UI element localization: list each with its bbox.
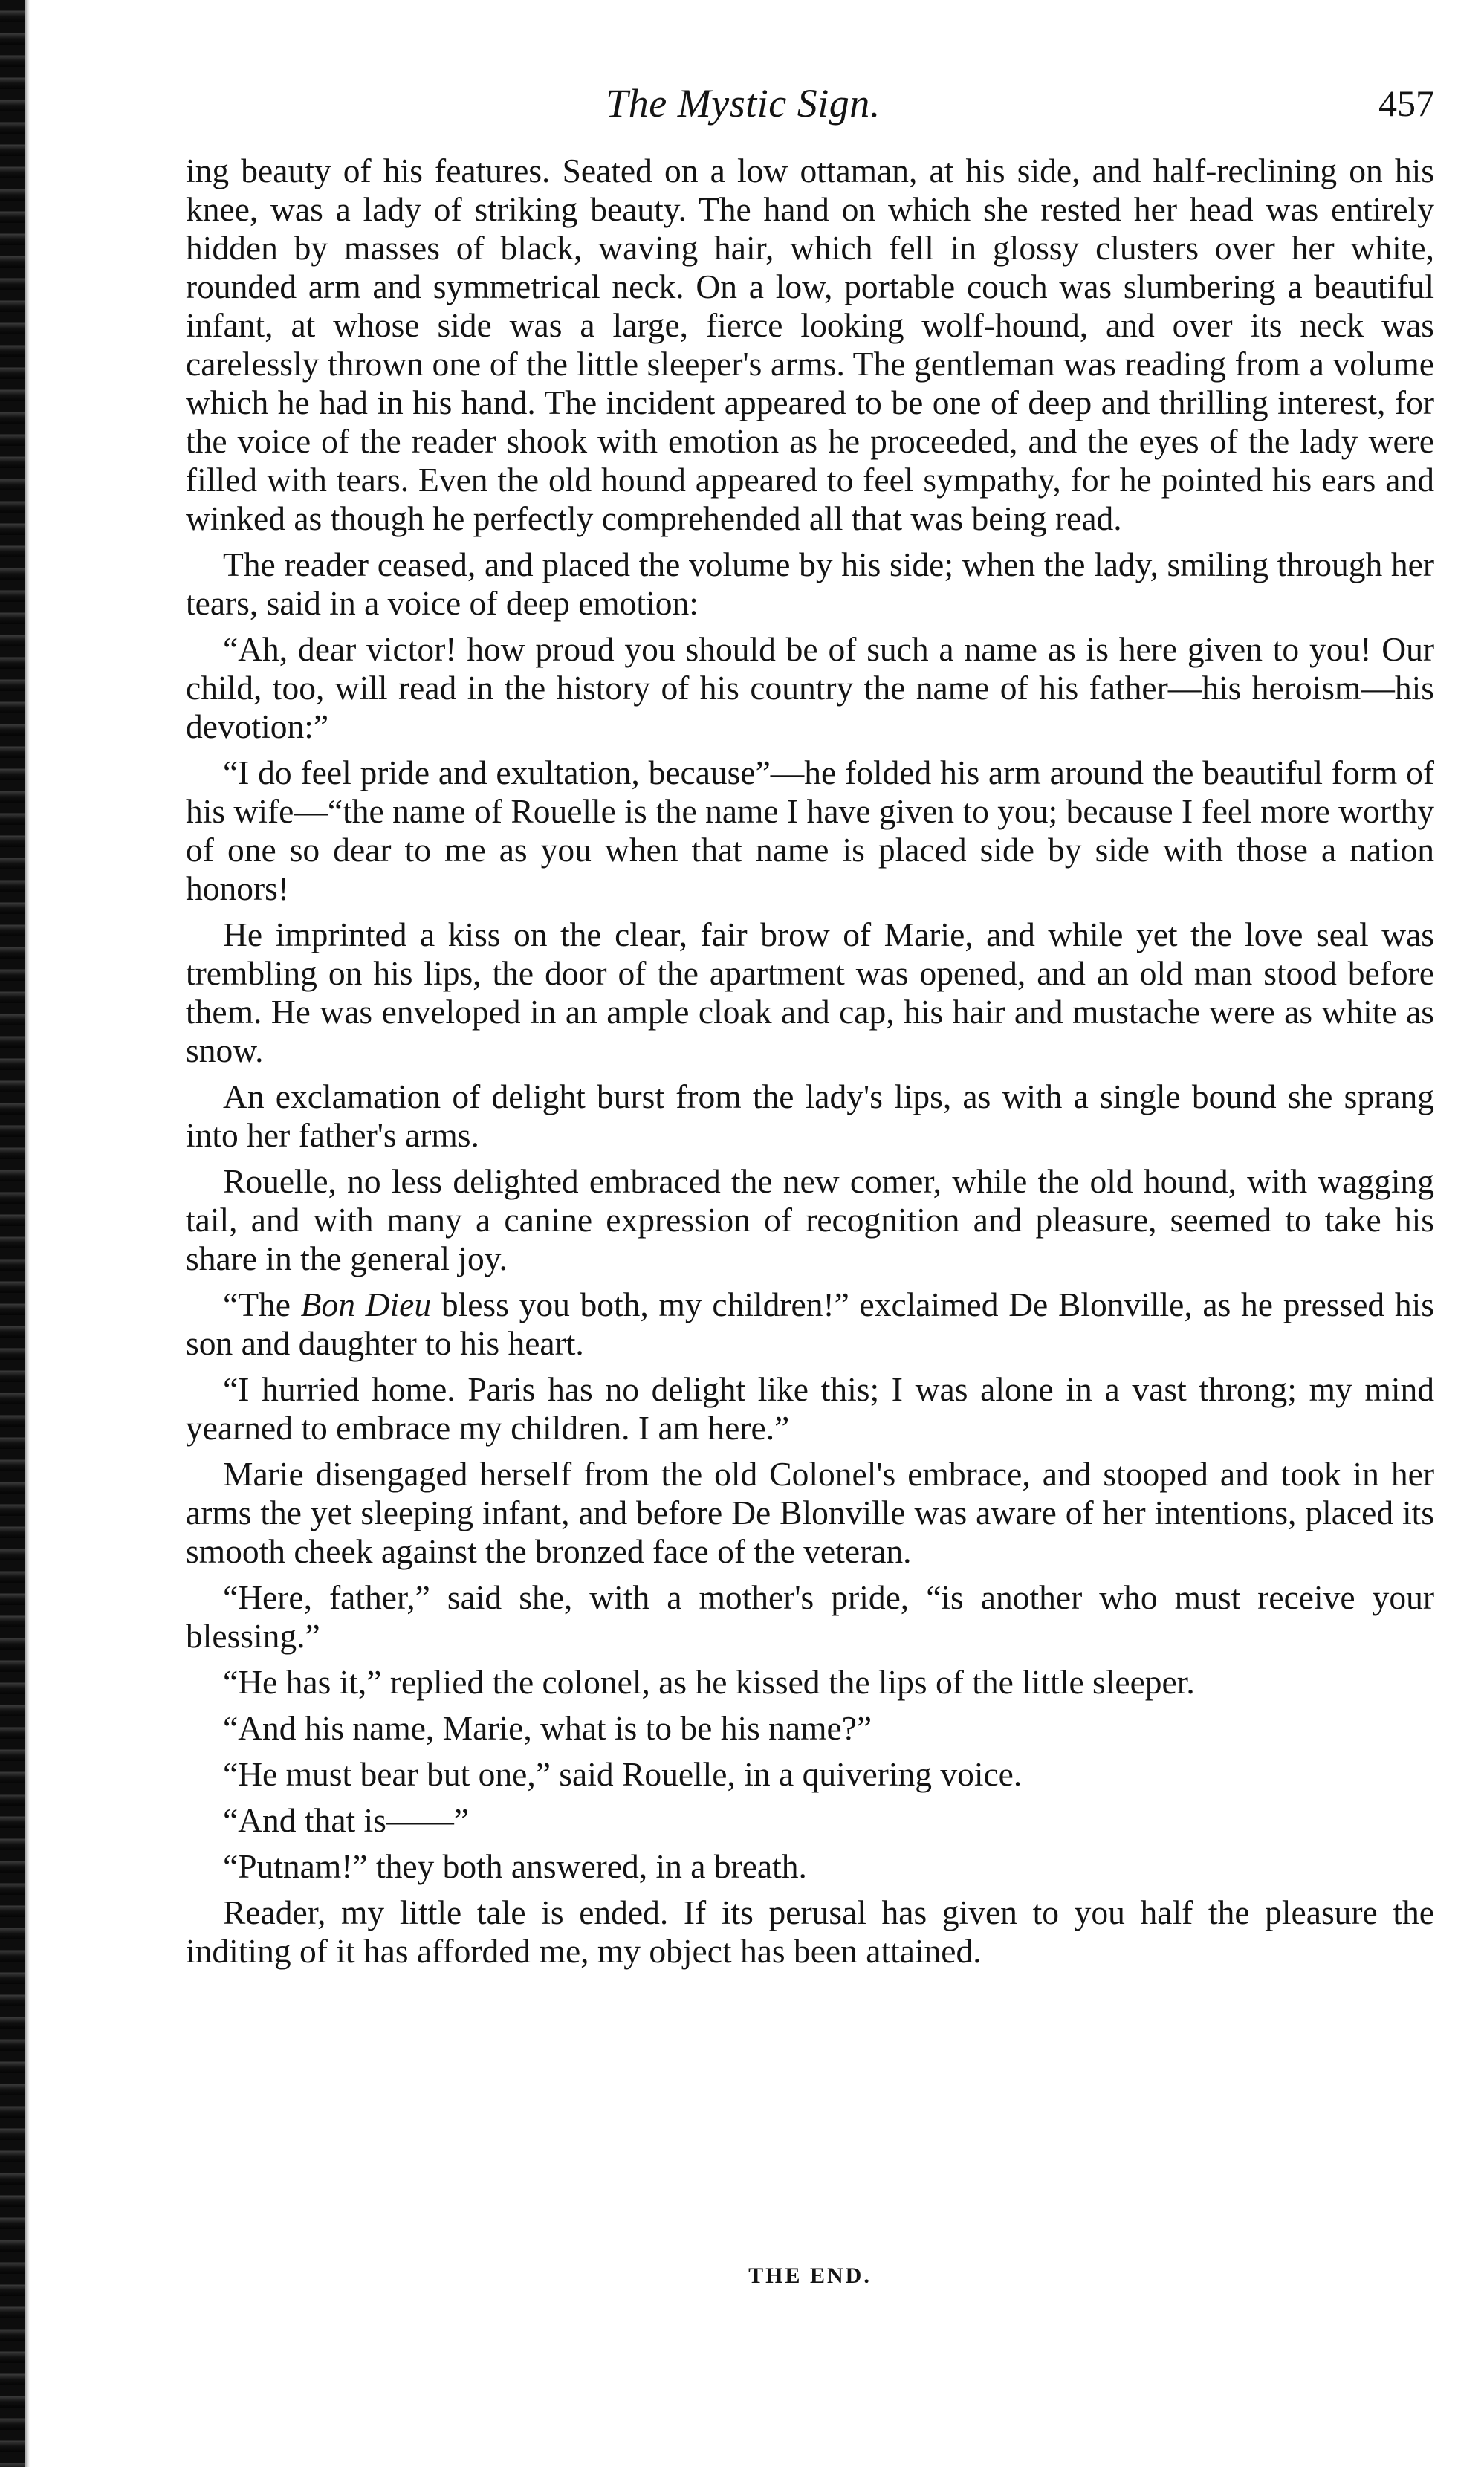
page-number: 457 (1378, 82, 1434, 124)
binding-edge (0, 0, 25, 2467)
paragraph: “Ah, dear victor! how proud you should be of such a name as is here given to you! Our child, too, will read in the history of his country the name of his father—his heroism—his devotion:” (186, 630, 1434, 745)
paragraph: ing beauty of his features. Seated on a low ottaman, at his side, and half-reclining on his knee, was a lady of striking beauty. The hand on which she rested her head was entirely hidden by masses of black, waving hair, which fell in glossy clusters over her white, rounded arm and symmetrical neck. On a low, portable couch was slumbering a beautiful infant, at whose side was a large, fierce looking wolf-hound, and over its neck was carelessly thrown one of the little sleeper's arms. The gentleman was reading from a volume which he had in his hand. The incident appeared to be one of deep and thrilling interest, for the voice of the reader shook with emotion as he proceeded, and the eyes of the lady were filled with tears. Even the old hound appeared to feel sympathy, for he pointed his ears and winked as though he perfectly comprehended all that was being read. (186, 152, 1434, 537)
running-title: The Mystic Sign. (606, 81, 881, 126)
page-header (186, 77, 1434, 129)
paragraph-text: bless you both, my children!” exclaimed De Blonville, as he pressed his son and daughter to his heart. (186, 1286, 1434, 1362)
paragraph: Rouelle, no less delighted embraced the new comer, while the old hound, with wagging tail, and with many a canine expression of recognition and pleasure, seemed to take his share in the general joy. (186, 1162, 1434, 1277)
paragraph: “And that is——” (223, 1801, 470, 1839)
paragraph: Reader, my little tale is ended. If its perusal has given to you half the pleasure the inditing of it has afforded me, my object has been attained. (186, 1893, 1434, 1970)
end-mark: THE END. (748, 2263, 872, 2288)
paragraph: “Putnam!” they both answered, in a breath. (223, 1847, 807, 1885)
paragraph-text: “The (223, 1286, 301, 1323)
paragraph: An exclamation of delight burst from the lady's lips, as with a single bound she sprang into her father's arms. (186, 1077, 1434, 1154)
paragraph: “I do feel pride and exultation, because”—he folded his arm around the beautiful form of his wife—“the name of Rouelle is the name I have given to you; because I feel more worthy of one so dear to me as you when that name is placed side by side with those a nation honors! (186, 753, 1434, 907)
body-text (186, 152, 1434, 1978)
paragraph: “I hurried home. Paris has no delight like this; I was alone in a vast throng; my mind yearned to embrace my children. I am here.” (186, 1370, 1434, 1447)
paragraph: Marie disengaged herself from the old Colonel's embrace, and stooped and took in her arms the yet sleeping infant, and before De Blonville was aware of her intentions, placed its smooth cheek against the bronzed face of the veteran. (186, 1455, 1434, 1570)
paragraph (186, 1286, 1434, 1363)
paragraph: “And his name, Marie, what is to be his name?” (223, 1709, 872, 1747)
emphasis-text: Bon Dieu (300, 1286, 432, 1323)
paragraph: He imprinted a kiss on the clear, fair brow of Marie, and while yet the love seal was trembling on his lips, the door of the apartment was opened, and an old man stood before them. He was enveloped in an ample cloak and cap, his hair and mustache were as white as snow. (186, 915, 1434, 1069)
paragraph: “He must bear but one,” said Rouelle, in a quivering voice. (223, 1755, 1023, 1793)
paragraph: The reader ceased, and placed the volume by his side; when the lady, smiling through her tears, said in a voice of deep emotion: (186, 545, 1434, 622)
paragraph: “Here, father,” said she, with a mother's pride, “is another who must receive your blessing.” (186, 1578, 1434, 1655)
paragraph: “He has it,” replied the colonel, as he kissed the lips of the little sleeper. (223, 1663, 1195, 1701)
